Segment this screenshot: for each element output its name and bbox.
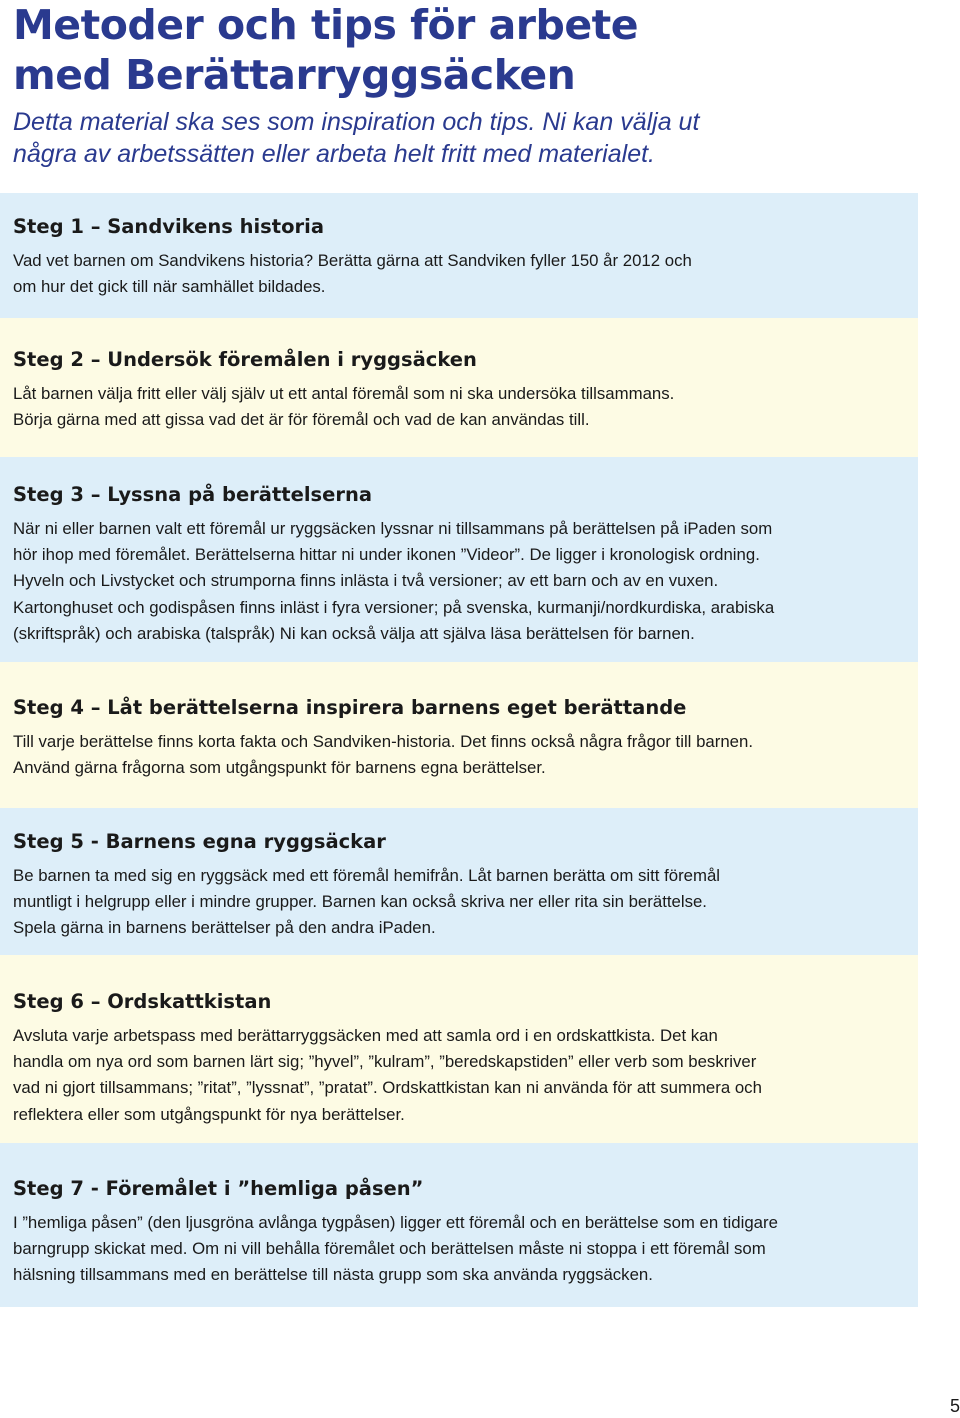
step-line: barngrupp skickat med. Om ni vill behålla föremålet och berättelsen måste ni stoppa i ett föremål som	[13, 1239, 766, 1259]
step-1	[0, 193, 918, 318]
step-line: I ”hemliga påsen” (den ljusgröna avlånga tygpåsen) ligger ett föremål och en berättelse som en tidigare	[13, 1213, 778, 1232]
step-line: handla om nya ord som barnen lärt sig; ”hyvel”, ”kulram”, ”beredskapstiden” eller verb som beskriver	[13, 1052, 757, 1072]
step-line: Använd gärna frågorna som utgångspunkt för barnens egna berättelser.	[13, 758, 546, 778]
step-line: vad ni gjort tillsammans; ”ritat”, ”lyssnat”, ”pratat”. Ordskattkistan kan ni använda för att summera och	[13, 1078, 762, 1098]
step-line: Hyveln och Livstycket och strumporna finns inlästa i två versioner; av ett barn och av en vuxen.	[13, 571, 719, 591]
title-line: Metoder och tips för arbete	[13, 1, 639, 49]
step-line: reflektera eller som utgångspunkt för nya berättelser.	[13, 1104, 405, 1124]
step-line: När ni eller barnen valt ett föremål ur ryggsäcken lyssnar ni tillsammans på berättelsen på iPaden som	[13, 519, 773, 538]
step-line: Be barnen ta med sig en ryggsäck med ett föremål hemifrån. Låt barnen berätta om sitt föremål	[13, 866, 721, 885]
step-3	[0, 457, 918, 662]
step-body	[13, 381, 918, 433]
step-body	[13, 1210, 918, 1289]
step-heading: Steg 6 – Ordskattkistan	[13, 990, 272, 1013]
intro-line: några av arbetssätten eller arbeta helt fritt med materialet.	[13, 140, 655, 168]
step-line: Spela gärna in barnens berättelser på den andra iPaden.	[13, 918, 436, 938]
step-body	[13, 516, 918, 647]
step-line: Kartonghuset och godispåsen finns inläst i fyra versioner; på svenska, kurmanji/nordkurdiska, arabiska	[13, 597, 775, 617]
step-line: Låt barnen välja fritt eller välj själv ut ett antal föremål som ni ska undersöka tillsammans.	[13, 384, 675, 403]
step-line: (skriftspråk) och arabiska (talspråk) Ni kan också välja att själva läsa berättelsen för barnen.	[13, 623, 695, 643]
page-number: 5	[949, 1396, 960, 1416]
step-6	[0, 955, 918, 1143]
page-title	[13, 0, 638, 100]
step-line: Till varje berättelse finns korta fakta och Sandviken-historia. Det finns också några frågor till barnen.	[13, 732, 753, 751]
step-line: om hur det gick till när samhället bildades.	[13, 277, 326, 297]
step-line: muntligt i helgrupp eller i mindre grupper. Barnen kan också skriva ner eller rita sin berättelse.	[13, 892, 707, 912]
title-line: med Berättarryggsäcken	[13, 51, 576, 99]
step-heading: Steg 1 – Sandvikens historia	[13, 215, 324, 238]
step-body	[13, 863, 918, 942]
step-line: Börja gärna med att gissa vad det är för föremål och vad de kan användas till.	[13, 410, 590, 430]
step-line: hälsning tillsammans med en berättelse till nästa grupp som ska använda ryggsäcken.	[13, 1265, 653, 1285]
step-line: Avsluta varje arbetspass med berättarryggsäcken med att samla ord i en ordskattkista. Det kan	[13, 1026, 718, 1045]
intro-line: Detta material ska ses som inspiration och tips. Ni kan välja ut	[13, 108, 700, 136]
step-line: Vad vet barnen om Sandvikens historia? Berätta gärna att Sandviken fyller 150 år 2012 och	[13, 251, 692, 270]
step-4	[0, 662, 918, 808]
step-line: hör ihop med föremålet. Berättelserna hittar ni under ikonen ”Videor”. De ligger i kronologisk ordning.	[13, 545, 760, 565]
step-heading: Steg 3 – Lyssna på berättelserna	[13, 483, 372, 506]
step-body	[13, 248, 918, 300]
step-2	[0, 318, 918, 457]
step-7	[0, 1143, 918, 1307]
step-heading: Steg 7 - Föremålet i ”hemliga påsen”	[13, 1177, 424, 1200]
intro-text	[13, 106, 699, 170]
step-heading: Steg 5 - Barnens egna ryggsäckar	[13, 830, 386, 853]
step-heading: Steg 4 – Låt berättelserna inspirera barnens eget berättande	[13, 696, 687, 719]
step-heading: Steg 2 – Undersök föremålen i ryggsäcken	[13, 348, 477, 371]
step-5	[0, 808, 918, 955]
step-body	[13, 1023, 918, 1128]
step-body	[13, 729, 918, 781]
